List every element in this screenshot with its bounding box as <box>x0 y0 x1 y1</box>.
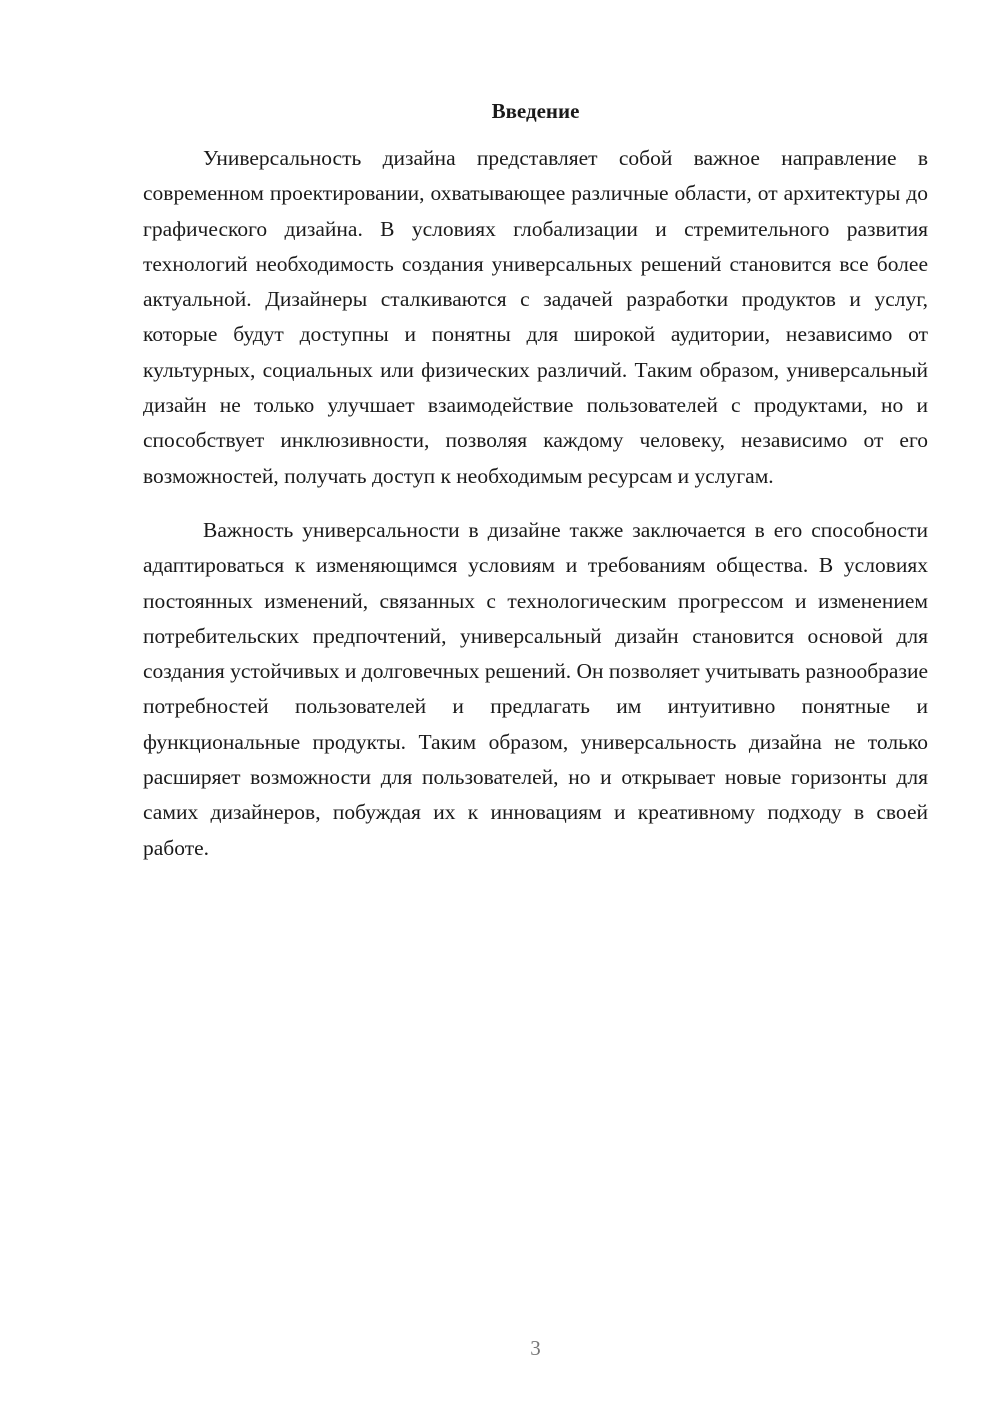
paragraph-1: Универсальность дизайна представляет собой важное направление в современном проектировании, охватывающее различные области, от архитектуры до графического дизайна. В условиях глобализации и стремительного развития технологий необходимость создания универсальных решений становится все более актуальной. Дизайнеры сталкиваются с задачей разработки продуктов и услуг, которые будут доступны и понятны для широкой аудитории, независимо от культурных, социальных или физических различий. Таким образом, универсальный дизайн не только улучшает взаимодействие пользователей с продуктами, но и способствует инклюзивности, позволяя каждому человеку, независимо от его возможностей, получать доступ к необходимым ресурсам и услугам. <box>143 146 928 488</box>
page-number: 3 <box>530 1336 541 1360</box>
body-text <box>143 141 928 866</box>
section-heading: Введение <box>491 99 580 123</box>
paragraph-2: Важность универсальности в дизайне также заключается в его способности адаптироваться к изменяющимся условиям и требованиям общества. В условиях постоянных изменений, связанных с технологическим прогрессом и изменением потребительских предпочтений, универсальный дизайн становится основой для создания устойчивых и долговечных решений. Он позволяет учитывать разнообразие потребностей пользователей и предлагать им интуитивно понятные и функциональные продукты. Таким образом, универсальность дизайна не только расширяет возможности для пользователей, но и открывает новые горизонты для самих дизайнеров, побуждая их к инновациям и креативному подходу в своей работе. <box>143 517 928 860</box>
